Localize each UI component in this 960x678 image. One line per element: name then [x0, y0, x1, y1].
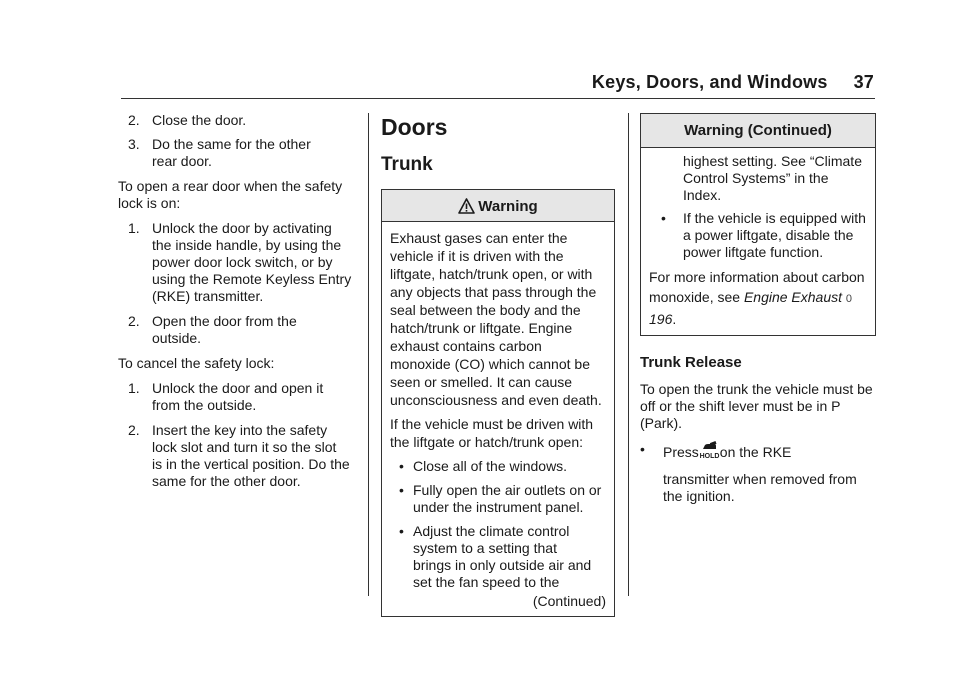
warning-triangle-icon: [458, 193, 475, 227]
press-rest: transmitter when removed from the ignition.: [663, 471, 857, 504]
step-number: 2.: [128, 112, 140, 128]
warning-paragraph: Exhaust gases can enter the vehicle if it is driven with the liftgate, hatch/trunk open, or with any objects that pass through the seal between the body and the hatch/trunk or liftgate. Engine exhaust contains carbon monoxide (CO) which cannot be seen or smelled. It can cause unconsciousness and even death.: [390, 230, 602, 408]
svg-text:HOLD: HOLD: [699, 453, 720, 460]
step-item: [118, 136, 358, 170]
press-label: Press: [663, 444, 699, 460]
trunk-release-heading: Trunk Release: [640, 354, 742, 371]
warning-continued-box: [640, 113, 876, 336]
continued-note: (Continued): [532, 593, 606, 609]
press-bullet: [640, 441, 876, 505]
subsection-heading: Trunk: [381, 154, 433, 175]
step-item: [118, 422, 358, 490]
warning-continued-body: [641, 148, 875, 335]
warning-bullet: [390, 482, 606, 516]
column-2: [381, 112, 615, 617]
header-rule: [121, 98, 875, 99]
warning-bullet: [390, 458, 606, 475]
bullet-mark: •: [399, 523, 404, 539]
bullet-mark: •: [640, 441, 645, 457]
bullet-text: Adjust the climate control system to a setting that brings in only outside air and set the fan speed to the: [413, 523, 592, 590]
press-after: on the RKE: [719, 444, 792, 460]
bullet-mark: •: [399, 482, 404, 498]
step-text: Close the door.: [152, 112, 247, 128]
more-info-paragraph: [649, 267, 867, 329]
page-number: 37: [853, 72, 874, 92]
column-3: [640, 112, 876, 505]
warning-box: [381, 189, 615, 617]
step-number: 2.: [128, 313, 140, 329]
step-item: [118, 220, 358, 305]
page-ref-icon: 0: [845, 293, 853, 305]
trunk-release-text: To open the trunk the vehicle must be off or the shift lever must be in P (Park).: [640, 381, 873, 431]
engine-exhaust-link[interactable]: Engine Exhaust: [743, 289, 843, 305]
step-text: Open the door from the outside.: [152, 313, 297, 346]
step-text: Unlock the door by activating the inside handle, by using the power door lock switch, or by using the Remote Keyless Entry (RKE) transmitter.: [152, 220, 352, 304]
column-divider-1: [368, 113, 369, 596]
section-title: Keys, Doors, and Windows: [591, 72, 828, 92]
step-item: [118, 380, 358, 414]
warning-continued-text: [649, 153, 867, 204]
open-intro: To open a rear door when the safety lock is on:: [118, 178, 343, 211]
warning-paragraph: If the vehicle must be driven with the liftgate or hatch/trunk open:: [390, 416, 594, 450]
column-1: [118, 112, 358, 490]
step-item: [118, 313, 358, 347]
step-item: [118, 112, 358, 129]
bullet-mark: •: [399, 458, 404, 474]
column-divider-2: [628, 113, 629, 596]
warning-body: [382, 222, 614, 616]
cancel-intro: To cancel the safety lock:: [118, 355, 275, 371]
section-heading: Doors: [381, 114, 448, 140]
warning-bullet: [649, 210, 867, 261]
more-info-text: For more information about carbon monoxide, see: [649, 269, 865, 305]
period: .: [672, 311, 677, 327]
press-text: [663, 441, 876, 505]
warning-title: Warning: [478, 198, 538, 215]
bullet-text: If the vehicle is equipped with a power liftgate, disable the power liftgate function.: [683, 210, 866, 260]
page-header: [592, 72, 874, 93]
continued-text: highest setting. See “Climate Control Systems” in the Index.: [683, 153, 862, 203]
step-number: 1.: [128, 380, 140, 396]
step-text: Do the same for the other rear door.: [152, 136, 311, 169]
bullet-text: Close all of the windows.: [413, 458, 568, 474]
trunk-release-icon: [701, 441, 718, 465]
warning-bullet: [390, 523, 606, 591]
step-text: Unlock the door and open it from the outside.: [152, 380, 324, 413]
warning-continued-header: Warning (Continued): [641, 114, 875, 148]
step-number: 3.: [128, 136, 140, 152]
step-text: Insert the key into the safety lock slot and turn it so the slot is in the vertical position. Do the same for the other door.: [152, 422, 350, 489]
page-ref-number[interactable]: 196: [649, 311, 673, 327]
warning-header: [382, 190, 614, 222]
step-number: 2.: [128, 422, 140, 438]
bullet-text: Fully open the air outlets on or under the instrument panel.: [413, 482, 602, 515]
step-number: 1.: [128, 220, 140, 236]
bullet-mark: •: [661, 210, 666, 226]
